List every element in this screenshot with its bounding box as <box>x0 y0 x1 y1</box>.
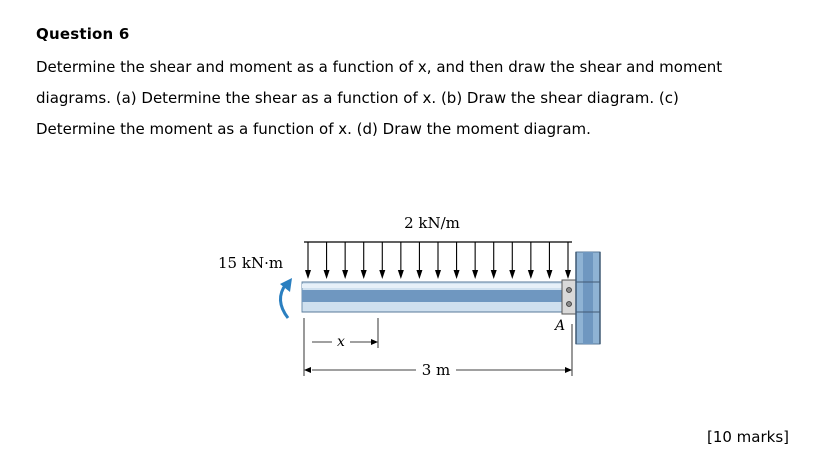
beam-diagram <box>200 200 620 390</box>
connection-plate <box>562 280 576 314</box>
span-dim-arrowhead-right <box>565 367 572 373</box>
load-arrow-head <box>509 270 515 279</box>
beam-web <box>302 290 564 302</box>
load-arrow-head <box>305 270 311 279</box>
load-arrow-head <box>324 270 330 279</box>
load-arrow-head <box>416 270 422 279</box>
question-line-1: Determine the shear and moment as a function of x, and then draw the shear and moment <box>36 58 723 76</box>
question-body <box>36 52 796 145</box>
span-dim-arrowhead-left <box>304 367 311 373</box>
wall-column-web <box>583 252 593 344</box>
load-arrow-head <box>379 270 385 279</box>
moment-label: 15 kN·m <box>218 254 284 272</box>
load-arrow-head <box>398 270 404 279</box>
span-label: 3 m <box>421 361 451 379</box>
load-arrow-head <box>546 270 552 279</box>
load-arrow-head <box>528 270 534 279</box>
x-dim-arrowhead <box>371 339 378 345</box>
bolt-icon <box>567 288 572 293</box>
question-line-2: diagrams. (a) Determine the shear as a function of x. (b) Draw the shear diagram. (c) <box>36 89 679 107</box>
load-arrow-head <box>435 270 441 279</box>
load-arrow-head <box>361 270 367 279</box>
x-label: x <box>337 334 345 350</box>
load-arrows <box>305 242 571 279</box>
marks-label: [10 marks] <box>706 428 789 446</box>
load-arrow-head <box>342 270 348 279</box>
support-label: A <box>555 318 566 334</box>
load-arrow-head <box>565 270 571 279</box>
load-label: 2 kN/m <box>404 214 460 232</box>
load-arrow-head <box>472 270 478 279</box>
beam-figure <box>200 200 620 390</box>
bolt-icon <box>567 302 572 307</box>
beam-flange <box>302 284 564 288</box>
load-arrow-head <box>454 270 460 279</box>
load-arrow-head <box>491 270 497 279</box>
question-title: Question 6 <box>36 25 130 43</box>
question-line-3: Determine the moment as a function of x. (d) Draw the moment diagram. <box>36 120 591 138</box>
